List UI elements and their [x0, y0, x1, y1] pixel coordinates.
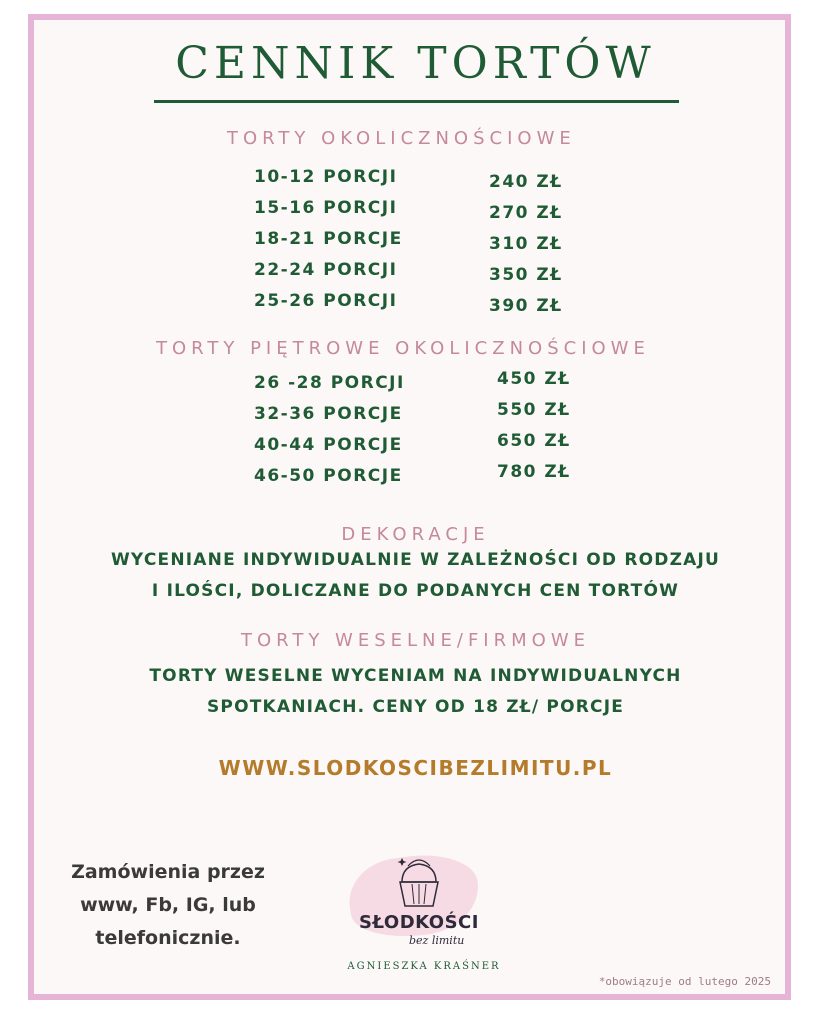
author-name: AGNIESZKA KRAŚNER	[347, 961, 501, 972]
section-heading-occasional: TORTY OKOLICZNOŚCIOWE	[227, 128, 576, 149]
price-value: 240 ZŁ	[489, 172, 563, 192]
cupcake-icon	[394, 852, 444, 912]
portion-label: 25-26 PORCJI	[254, 291, 398, 311]
order-info	[48, 856, 288, 955]
portion-label: 40-44 PORCJE	[254, 435, 403, 455]
price-list-page	[28, 14, 791, 1000]
section-heading-decorations: DEKORACJE	[341, 524, 490, 545]
section-heading-tiered: TORTY PIĘTROWE OKOLICZNOŚCIOWE	[156, 338, 650, 359]
price-value: 780 ZŁ	[497, 462, 571, 482]
price-value: 270 ZŁ	[489, 203, 563, 223]
wedding-text-line-2: SPOTKANIACH. CENY OD 18 ZŁ/ PORCJE	[206, 697, 625, 717]
price-value: 390 ZŁ	[489, 296, 563, 316]
price-value: 350 ZŁ	[489, 265, 563, 285]
logo-brand-name: SŁODKOŚCI	[359, 912, 479, 933]
price-value: 450 ZŁ	[497, 369, 571, 389]
portion-label: 15-16 PORCJI	[254, 198, 398, 218]
portion-label: 26 -28 PORCJI	[254, 373, 405, 393]
price-value: 650 ZŁ	[497, 431, 571, 451]
brand-logo	[339, 850, 499, 955]
portion-label: 46-50 PORCJE	[254, 466, 403, 486]
website-link[interactable]: WWW.SLODKOSCIBEZLIMITU.PL	[218, 756, 613, 780]
price-value: 310 ZŁ	[489, 234, 563, 254]
section-heading-wedding: TORTY WESELNE/FIRMOWE	[240, 630, 590, 651]
validity-footnote: *obowiązuje od lutego 2025	[598, 975, 771, 988]
decorations-text-line-1: WYCENIANE INDYWIDUALNIE W ZALEŻNOŚCI OD RODZAJU	[110, 550, 720, 570]
logo-tagline: bez limitu	[409, 934, 465, 947]
portion-label: 32-36 PORCJE	[254, 404, 403, 424]
portion-label: 10-12 PORCJI	[254, 167, 398, 187]
wedding-text-line-1: TORTY WESELNE WYCENIAM NA INDYWIDUALNYCH	[149, 666, 682, 686]
title-underline	[154, 100, 679, 103]
portion-label: 22-24 PORCJI	[254, 260, 398, 280]
order-info-line-2: www, Fb, IG, lub	[80, 894, 256, 916]
price-value: 550 ZŁ	[497, 400, 571, 420]
order-info-line-3: telefonicznie.	[95, 927, 241, 949]
order-info-line-1: Zamówienia przez	[71, 861, 265, 883]
portion-label: 18-21 PORCJE	[254, 229, 403, 249]
page-title: CENNIK TORTÓW	[175, 38, 656, 89]
decorations-text-line-2: I ILOŚCI, DOLICZANE DO PODANYCH CEN TORTÓW	[151, 581, 680, 601]
